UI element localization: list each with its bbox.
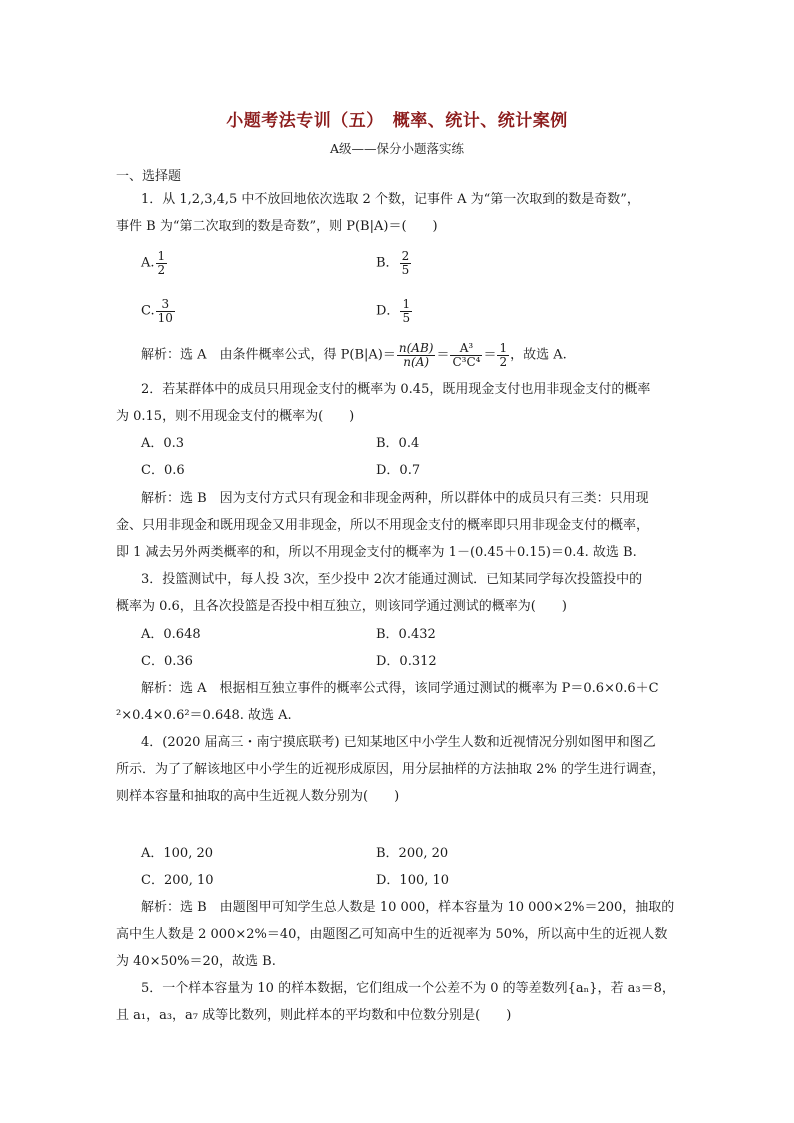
q3-option-c: C．0.36 bbox=[141, 654, 193, 669]
q2-stem-line-2: 为 0.15，则不用现金支付的概率为( ) bbox=[116, 409, 355, 424]
q4-option-c: C．200, 10 bbox=[141, 873, 214, 888]
q4-solution-line-1: 解析：选 B 由题图甲可知学生总人数是 10 000，样本容量为 10 000×2%＝200，抽取的 bbox=[141, 900, 675, 915]
q1-option-d-fraction: $\frac{1}{5}$ bbox=[402, 297, 411, 325]
q1-option-b: B． $\frac{2}{5}$ bbox=[376, 249, 410, 277]
q2-option-a: A．0.3 bbox=[141, 436, 185, 451]
q5-stem-line-1: 5．一个样本容量为 10 的样本数据，它们组成一个公差不为 0 的等差数列{aₙ}，若 a₃＝8， bbox=[141, 981, 675, 996]
q3-stem-line-2: 概率为 0.6，且各次投篮是否投中相互独立，则该同学通过测试的概率为( ) bbox=[116, 599, 567, 614]
q4-option-b: B．200, 20 bbox=[376, 846, 449, 861]
q2-option-d: D．0.7 bbox=[376, 463, 421, 478]
q2-stem-line-1: 2．若某群体中的成员只用现金支付的概率为 0.45，既用现金支付也用非现金支付的概率 bbox=[141, 382, 651, 397]
q3-option-d: D．0.312 bbox=[376, 654, 437, 669]
q3-solution-line-1: 解析：选 A 根据相互独立事件的概率公式得，该同学通过测试的概率为 P＝0.6×0.6＋C bbox=[141, 681, 659, 696]
q1-solution: 解析：选 A 由条件概率公式，得 P(B|A)＝ $\frac{n(AB)}{n(A)}$ ＝ $\frac{\text{A³}}{\text{C³C⁴}}$ ＝ $\frac{1}{2}$ ，故选 A. bbox=[141, 341, 567, 369]
q5-stem-line-2: 且 a₁，a₃，a₇ 成等比数列，则此样本的平均数和中位数分别是( ) bbox=[116, 1008, 512, 1023]
page-title: 小题考法专训（五） 概率、统计、统计案例 bbox=[226, 111, 568, 131]
q1-solution-fraction-2: $\frac{\text{A³}}{\text{C³C⁴}}$ bbox=[452, 341, 481, 369]
q1-option-a: A. $\frac{1}{2}$ bbox=[141, 249, 166, 277]
q3-option-a: A．0.648 bbox=[141, 627, 201, 642]
q1-stem-line-1: 1．从 1,2,3,4,5 中不放回地依次选取 2 个数，记事件 A 为“第一次取到的数是奇数”， bbox=[141, 192, 640, 207]
q1-option-c-fraction: $\frac{3}{10}$ bbox=[157, 297, 173, 325]
q2-solution-line-3: 即 1 减去另外两类概率的和，所以不用现金支付的概率为 1－(0.45＋0.15)＝0.4. 故选 B. bbox=[116, 545, 637, 560]
page-subtitle: A级——保分小题落实练 bbox=[329, 141, 465, 156]
q1-option-a-fraction: $\frac{1}{2}$ bbox=[157, 249, 166, 277]
q1-stem-line-2: 事件 B 为“第二次取到的数是奇数”，则 P(B|A)＝( ) bbox=[116, 219, 438, 234]
q4-solution-line-3: 为 40×50%＝20，故选 B. bbox=[116, 954, 276, 969]
q2-option-c: C．0.6 bbox=[141, 463, 185, 478]
section-heading: 一、选择题 bbox=[116, 169, 182, 184]
q3-solution-line-2: ²×0.4×0.6²＝0.648. 故选 A. bbox=[116, 708, 292, 723]
q1-solution-fraction-1: $\frac{n(AB)}{n(A)}$ bbox=[398, 341, 434, 369]
q4-solution-line-2: 高中生人数是 2 000×2%＝40，由题图乙可知高中生的近视率为 50%，所以高中生的近视人数 bbox=[116, 927, 668, 942]
q4-stem-line-1: 4．(2020 届高三・南宁摸底联考) 已知某地区中小学生人数和近视情况分别如图甲和图乙 bbox=[141, 735, 656, 750]
q4-stem-line-2: 所示．为了了解该地区中小学生的近视形成原因，用分层抽样的方法抽取 2% 的学生进行调查， bbox=[116, 762, 665, 777]
q2-solution-line-2: 金、只用非现金和既用现金又用非现金，所以不用现金支付的概率即只用非现金支付的概率， bbox=[116, 518, 650, 533]
q4-option-d: D．100, 10 bbox=[376, 873, 450, 888]
q4-stem-line-3: 则样本容量和抽取的高中生近视人数分别为( ) bbox=[116, 789, 400, 804]
q1-solution-fraction-3: $\frac{1}{2}$ bbox=[499, 341, 508, 369]
q1-option-c: C. $\frac{3}{10}$ bbox=[141, 297, 173, 325]
q3-stem-line-1: 3．投篮测试中，每人投 3次，至少投中 2次才能通过测试．已知某同学每次投篮投中的 bbox=[141, 572, 643, 587]
q1-option-d: D． $\frac{1}{5}$ bbox=[376, 297, 411, 325]
q2-solution-line-1: 解析：选 B 因为支付方式只有现金和非现金两种，所以群体中的成员只有三类：只用现 bbox=[141, 491, 649, 506]
q2-option-b: B．0.4 bbox=[376, 436, 420, 451]
q4-option-a: A．100, 20 bbox=[141, 846, 214, 861]
q3-option-b: B．0.432 bbox=[376, 627, 436, 642]
q1-option-b-fraction: $\frac{2}{5}$ bbox=[401, 249, 410, 277]
